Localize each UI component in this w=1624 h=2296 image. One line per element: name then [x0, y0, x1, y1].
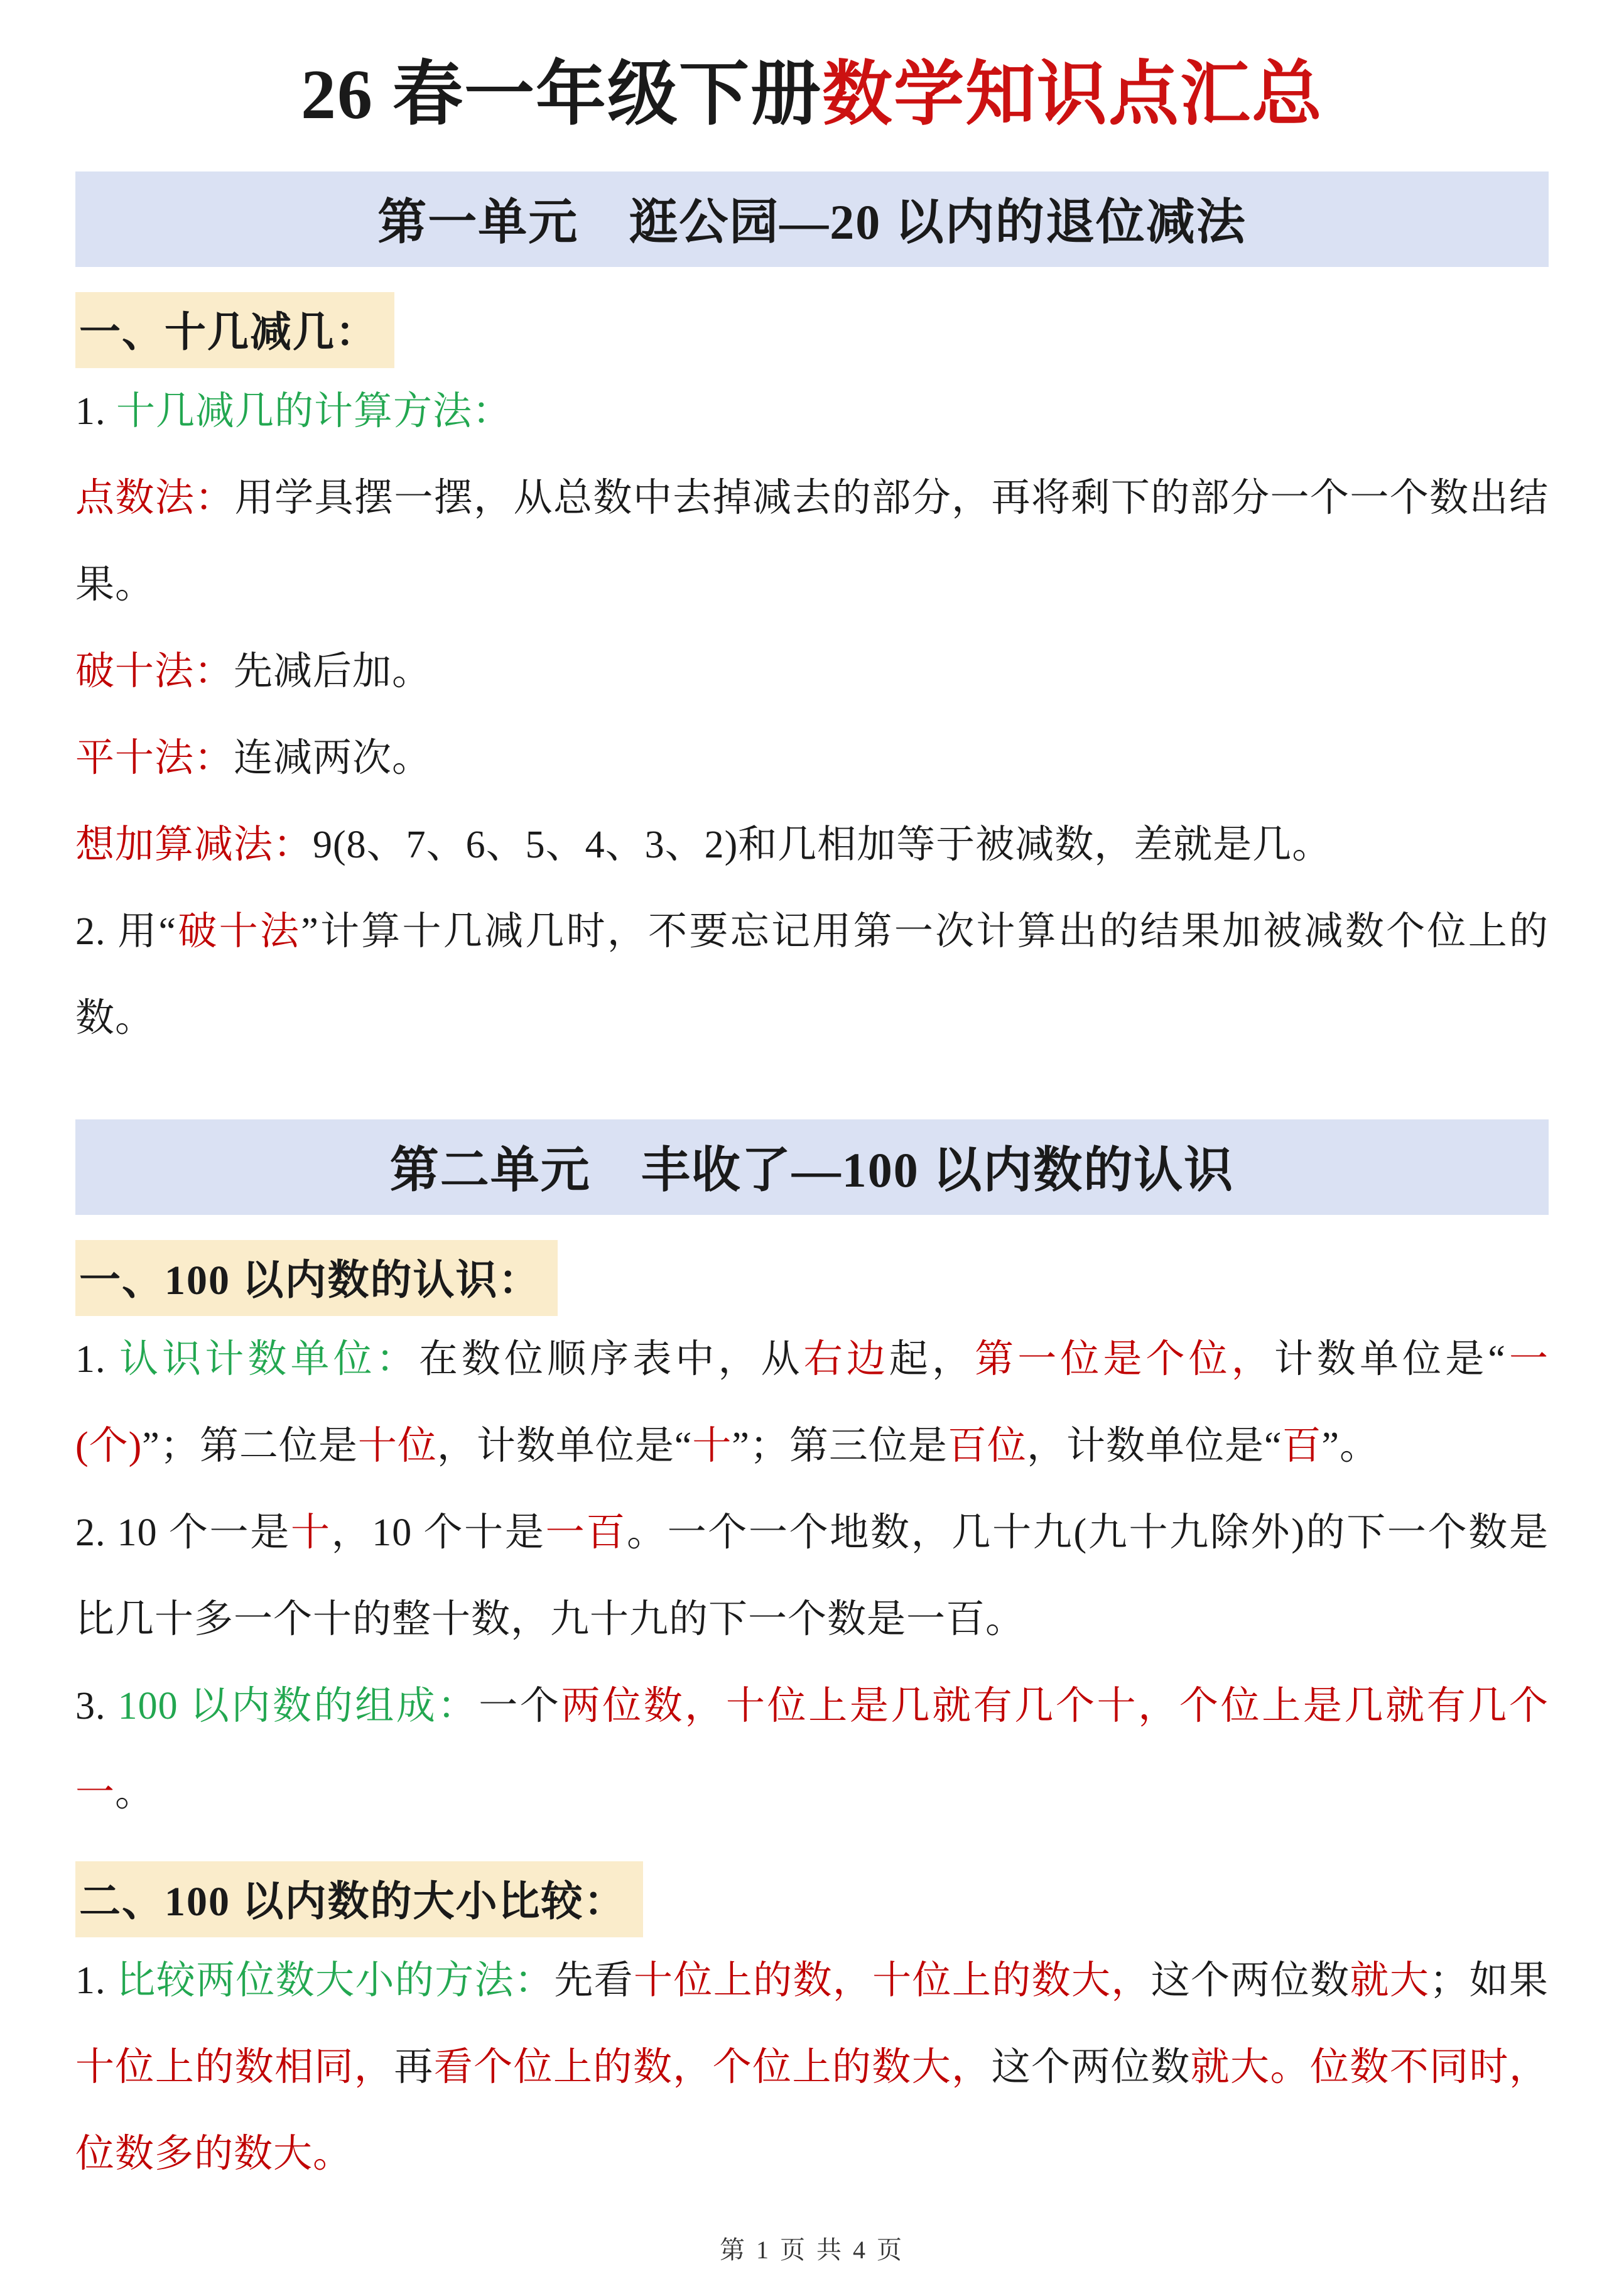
text-segment: 连减两次。 — [234, 737, 432, 780]
text-segment: 十 — [290, 1511, 332, 1554]
text-segment: 十位上的数，十位上的数大， — [634, 1959, 1151, 2002]
paragraph — [75, 1489, 1549, 1663]
text-segment: 平十法： — [75, 737, 234, 780]
paragraph — [75, 628, 1549, 715]
page-footer: 第 1 页 共 4 页 — [720, 2236, 904, 2264]
page-title-black: 26 春一年级下册 — [301, 56, 822, 134]
text-segment: ；如果 — [1429, 1959, 1549, 2002]
text-segment: 破十法： — [75, 650, 234, 693]
paragraph — [75, 1663, 1549, 1836]
text-segment: 在数位顺序表中，从 — [418, 1338, 804, 1381]
text-segment: 十 — [692, 1425, 732, 1467]
text-segment: 比较两位数大小的方法： — [116, 1959, 555, 2002]
text-segment: 一个 — [479, 1685, 561, 1727]
text-segment: 想加算减法： — [75, 824, 313, 866]
text-segment: 计数单位是“ — [1274, 1338, 1506, 1381]
text-segment: 认识计数单位： — [119, 1338, 419, 1381]
section-heading-highlight: 一、100 以内数的认识： — [75, 1240, 558, 1316]
paragraph — [75, 1937, 1549, 2197]
text-segment: 十几减几的计算方法： — [116, 390, 512, 433]
text-segment: ”；第三位是 — [732, 1425, 948, 1467]
text-segment: 1. — [75, 390, 116, 433]
section-heading-row — [75, 1240, 1549, 1316]
text-segment: 再 — [394, 2046, 434, 2089]
text-segment: 一百 — [545, 1511, 627, 1554]
paragraph — [75, 368, 1549, 455]
text-segment: 十位 — [357, 1425, 437, 1467]
page-title — [75, 0, 1549, 139]
text-segment: 起， — [889, 1338, 975, 1381]
text-segment: 。一个一个地数，几十九(九十九除外)的下一个数是比几十多一个十的整十数，九十九的下一个数是一百。 — [75, 1511, 1549, 1641]
text-segment: 看个位上的数，个位上的数大， — [433, 2046, 992, 2089]
text-segment: ，10 个十是 — [331, 1511, 546, 1554]
page-title-red: 数学知识点汇总 — [822, 56, 1323, 134]
text-segment: ，计数单位是“ — [436, 1425, 693, 1467]
text-segment: 先看 — [554, 1959, 634, 2002]
document-body — [75, 171, 1549, 2197]
text-segment: 1. — [75, 1338, 120, 1381]
text-segment: 点数法： — [75, 477, 235, 520]
text-segment: 。 — [115, 1771, 155, 1814]
text-segment: ，计数单位是“ — [1026, 1425, 1282, 1467]
paragraph — [75, 455, 1549, 628]
section-heading-row — [75, 1861, 1549, 1937]
paragraph — [75, 1316, 1549, 1489]
section-band: 第一单元 逛公园—20 以内的退位减法 — [75, 171, 1549, 267]
text-segment: 百 — [1282, 1425, 1322, 1467]
text-segment: ”计算十几减几时，不要忘记用第一次计算出的结果加被减数个位上的数。 — [75, 910, 1549, 1040]
text-segment: 第一位是个位， — [975, 1338, 1274, 1381]
section-band: 第二单元 丰收了—100 以内数的认识 — [75, 1119, 1549, 1215]
text-segment: 先减后加。 — [234, 650, 432, 693]
paragraph — [75, 888, 1549, 1062]
text-segment: 一(个) — [75, 1338, 1549, 1467]
text-segment: 就大 — [1350, 1959, 1430, 2002]
section-heading-highlight: 二、100 以内数的大小比较： — [75, 1861, 643, 1937]
section-heading-highlight: 一、十几减几： — [75, 292, 394, 368]
text-segment: 2. 用“ — [75, 910, 177, 953]
text-segment: 两位数，十位上是几就有几个十，个位上是几就有几个一 — [75, 1685, 1549, 1814]
text-segment: 2. 10 个一是 — [75, 1511, 291, 1554]
text-segment: ”；第二位是 — [142, 1425, 358, 1467]
paragraph — [75, 802, 1549, 888]
text-segment: 100 以内数的组成： — [117, 1685, 479, 1727]
text-segment: 这个两位数 — [991, 2046, 1191, 2089]
text-segment: 用学具摆一摆，从总数中去掉减去的部分，再将剩下的部分一个一个数出结果。 — [75, 477, 1549, 606]
text-segment: 百位 — [947, 1425, 1027, 1467]
text-segment: 1. — [75, 1959, 117, 2002]
text-segment: 3. — [75, 1685, 118, 1727]
text-segment: 9(8、7、6、5、4、3、2)和几相加等于被减数，差就是几。 — [313, 824, 1332, 866]
section-heading-row — [75, 292, 1549, 368]
text-segment: 十位上的数相同， — [75, 2046, 394, 2089]
text-segment: 这个两位数 — [1150, 1959, 1350, 2002]
text-segment: 破十法 — [176, 910, 301, 953]
text-segment: 就大。位数不同时，位数多的数大。 — [75, 2046, 1549, 2175]
paragraph — [75, 715, 1549, 802]
text-segment: ”。 — [1321, 1425, 1380, 1467]
text-segment: 右边 — [803, 1338, 889, 1381]
